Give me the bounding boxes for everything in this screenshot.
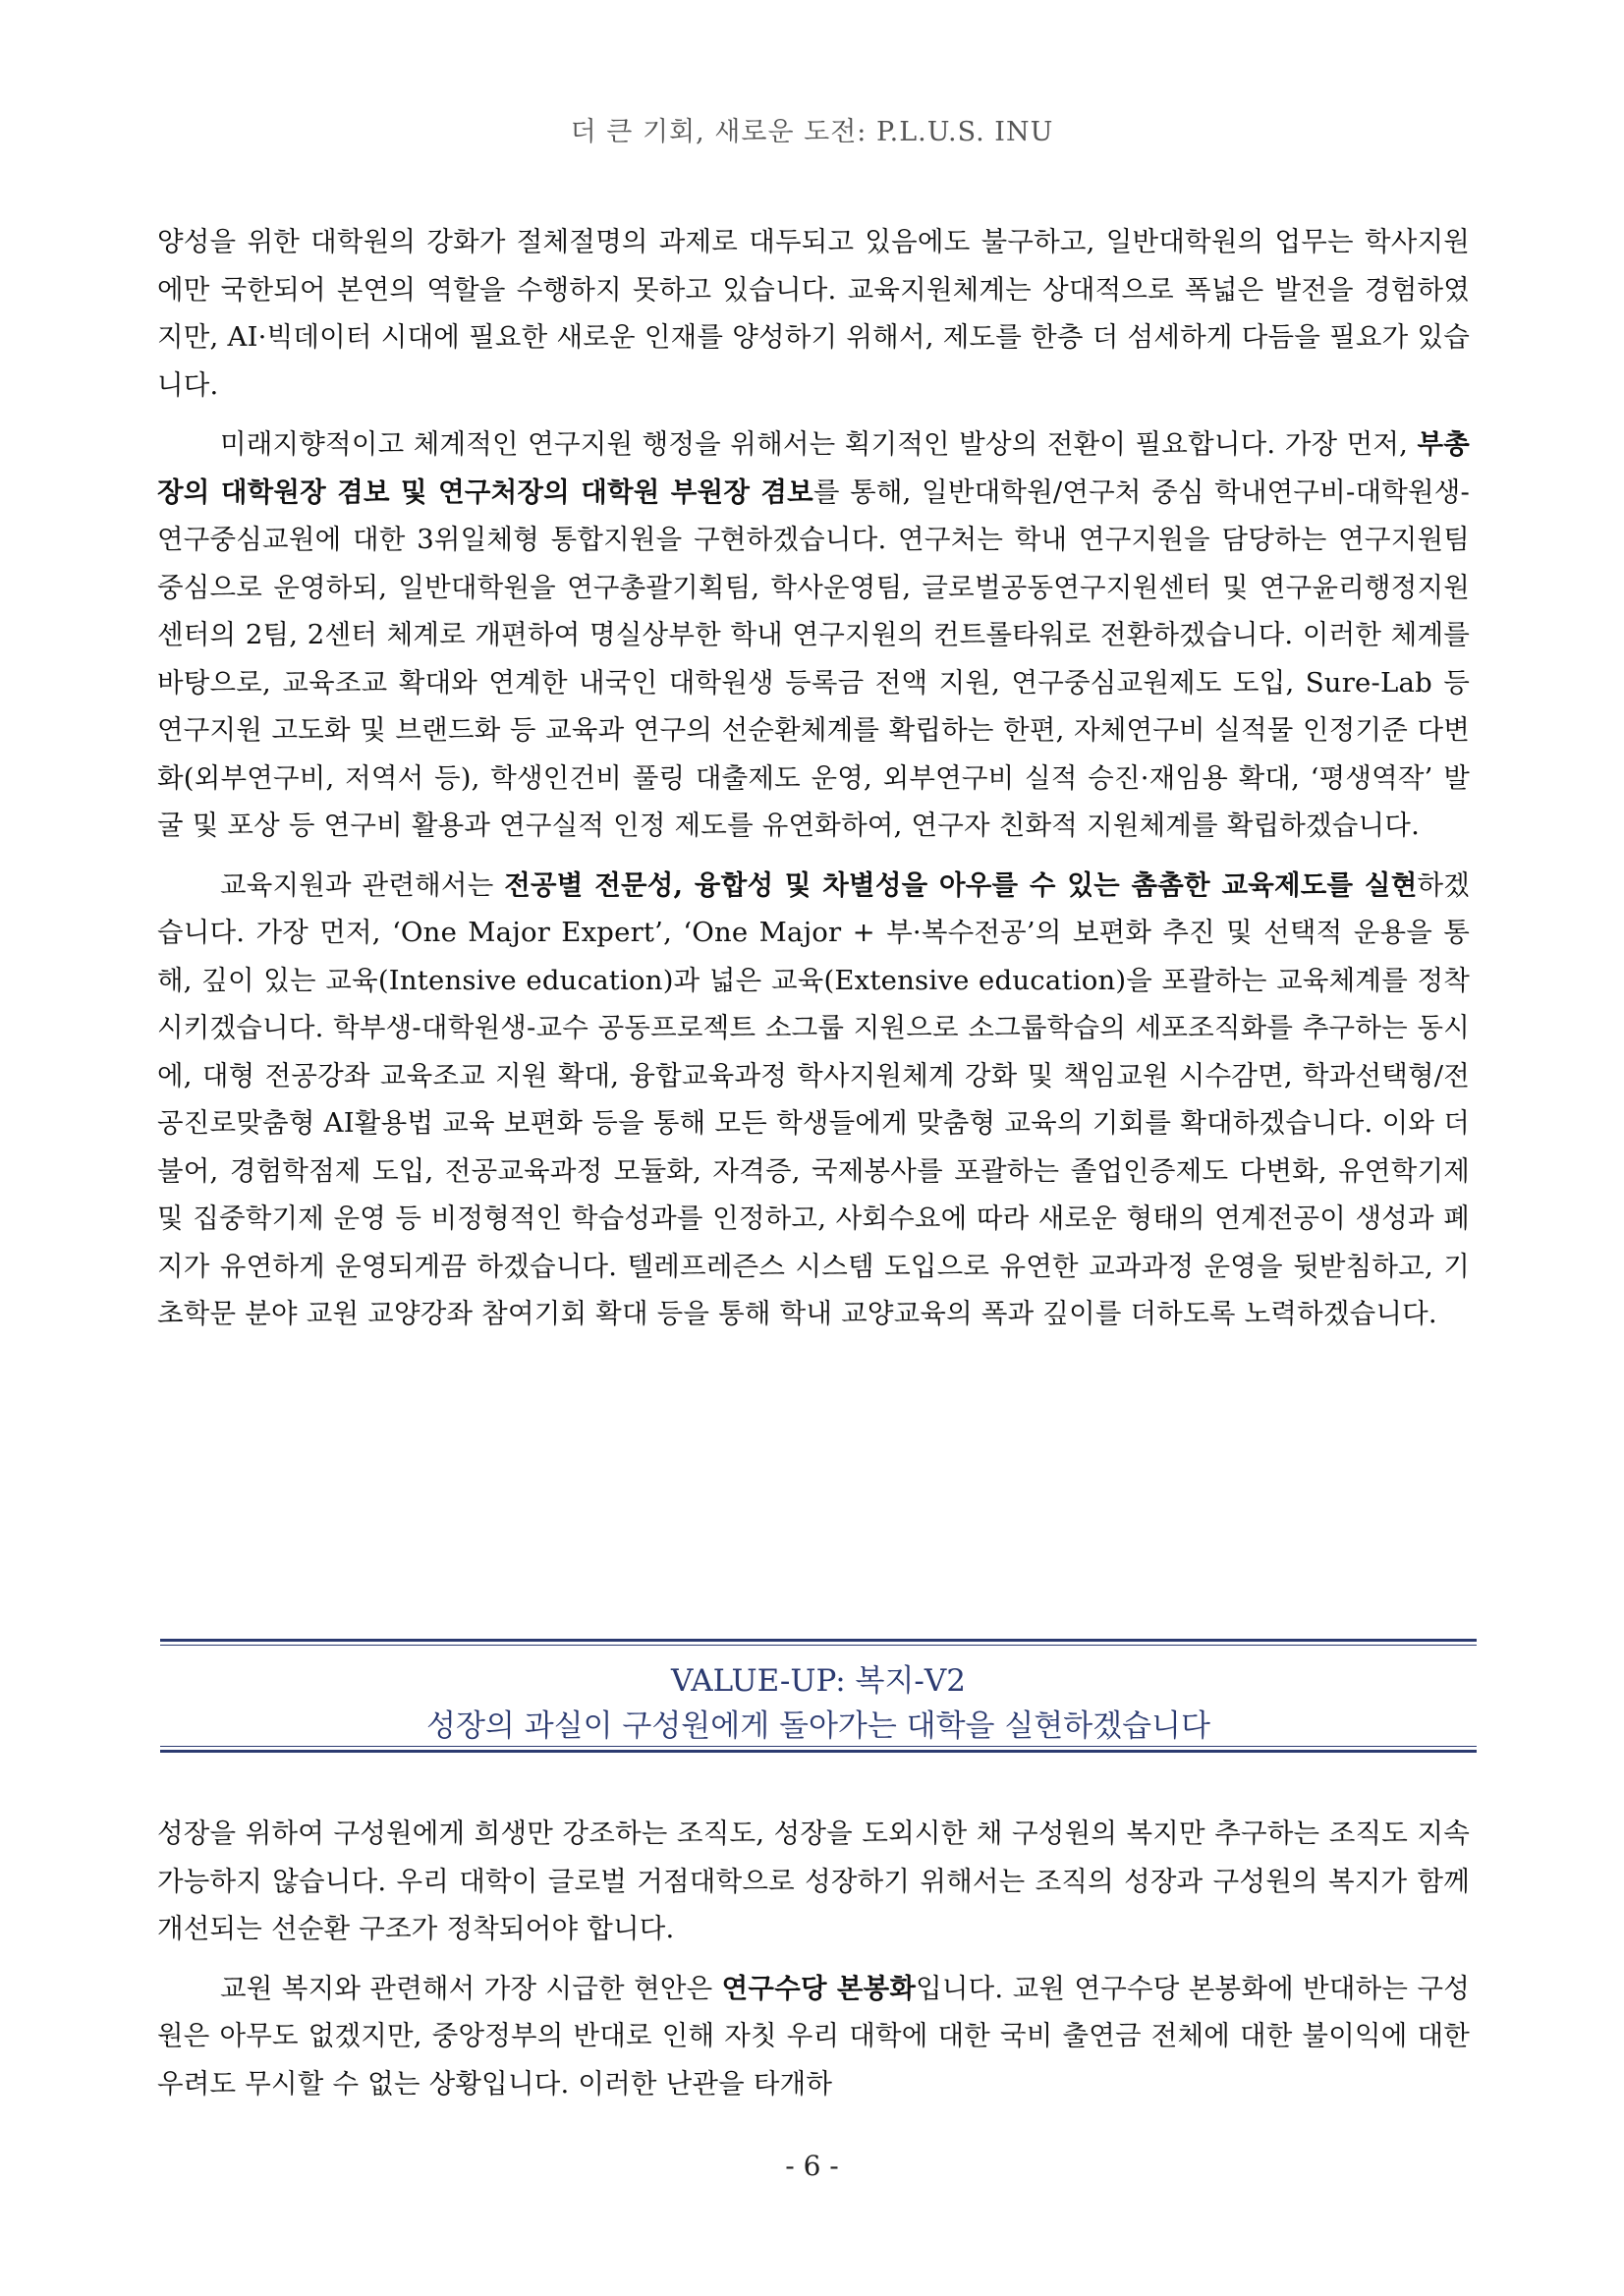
paragraph-text: 교육지원과 관련해서는 bbox=[220, 868, 505, 901]
paragraph-text: 양성을 위한 대학원의 강화가 절체절명의 과제로 대두되고 있음에도 불구하고, 일반대학원의 업무는 학사지원에만 국한되어 본연의 역할을 수행하지 못하고 있습니다. 교육지원체계는 상대적으로 폭넓은 발전을 경험하였지만, AI·빅데이터 시대에 필요한 새로운 인재를 양성하기 위해서, 제도를 한층 더 섬세하게 다듬을 필요가 있습니다. bbox=[157, 226, 1470, 401]
emphasis-text: 연구수당 본봉화 bbox=[721, 1972, 917, 2004]
section-heading-box bbox=[160, 1639, 1477, 1753]
paragraph-text: 미래지향적이고 체계적인 연구지원 행정을 위해서는 획기적인 발상의 전환이 필요합니다. 가장 먼저, bbox=[220, 428, 1418, 460]
paragraph-text: 하겠습니다. 가장 먼저, ‘One Major Expert’, ‘One Major + 부·복수전공’의 보편화 추진 및 선택적 운용을 통해, 깊이 있는 교육(Intensive education)과 넓은 교육(Extensive education)을 포괄하는 교육체계를 정착시키겠습니다. 학부생-대학원생-교수 공동프로젝트 소그룹 지원으로 소그룹학습의 세포조직화를 추구하는 동시에, 대형 전공강좌 교육조교 지원 확대, 융합교육과정 학사지원체계 강화 및 책임교원 시수감면, 학과선택형/전공진로맞춤형 AI활용법 교육 보편화 등을 통해 모든 학생들에게 맞춤형 교육의 기회를 확대하겠습니다. 이와 더불어, 경험학점제 도입, 전공교육과정 모듈화, 자격증, 국제봉사를 포괄하는 졸업인증제도 다변화, 유연학기제 및 집중학기제 운영 등 비정형적인 학습성과를 인정하고, 사회수요에 따라 새로운 형태의 연계전공이 생성과 폐지가 유연하게 운영되게끔 하겠습니다. 텔레프레즌스 시스템 도입으로 유연한 교과과정 운영을 뒷받침하고, 기초학문 분야 교원 교양강좌 참여기회 확대 등을 통해 학내 교양교육의 폭과 깊이를 더하도록 노력하겠습니다. bbox=[157, 868, 1470, 1329]
emphasis-text: 전공별 전문성, 융합성 및 차별성을 아우를 수 있는 촘촘한 교육제도를 실현 bbox=[504, 868, 1418, 901]
section-title: 성장의 과실이 구성원에게 돌아가는 대학을 실현하겠습니다 bbox=[426, 1708, 1210, 1744]
body-text-top bbox=[157, 218, 1470, 1350]
paragraph-text: 를 통해, 일반대학원/연구처 중심 학내연구비-대학원생-연구중심교원에 대한 3위일체형 통합지원을 구현하겠습니다. 연구처는 학내 연구지원을 담당하는 연구지원팀 중심으로 운영하되, 일반대학원을 연구총괄기획팀, 학사운영팀, 글로벌공동연구지원센터 및 연구윤리행정지원센터의 2팀, 2센터 체계로 개편하여 명실상부한 학내 연구지원의 컨트롤타워로 전환하겠습니다. 이러한 체계를 바탕으로, 교육조교 확대와 연계한 내국인 대학원생 등록금 전액 지원, 연구중심교원제도 도입, Sure-Lab 등 연구지원 고도화 및 브랜드화 등 교육과 연구의 선순환체계를 확립하는 한편, 자체연구비 실적물 인정기준 다변화(외부연구비, 저역서 등), 학생인건비 풀링 대출제도 운영, 외부연구비 실적 승진·재임용 확대, ‘평생역작’ 발굴 및 포상 등 연구비 활용과 연구실적 인정 제도를 유연화하여, 연구자 친화적 지원체계를 확립하겠습니다. bbox=[157, 476, 1471, 841]
paragraph-text: 성장을 위하여 구성원에게 희생만 강조하는 조직도, 성장을 도외시한 채 구성원의 복지만 추구하는 조직도 지속 가능하지 않습니다. 우리 대학이 글로벌 거점대학으로 성장하기 위해서는 조직의 성장과 구성원의 복지가 함께 개선되는 선순환 구조가 정착되어야 합니다. bbox=[157, 1818, 1470, 1944]
emphasis-text: 부총장의 대학원장 겸보 및 연구처장의 대학원 부원장 겸보 bbox=[157, 428, 1470, 508]
running-header: 더 큰 기회, 새로운 도전: P.L.U.S. INU bbox=[570, 117, 1054, 147]
paragraph bbox=[157, 862, 1470, 1338]
section-label: VALUE-UP: 복지-V2 bbox=[670, 1663, 967, 1699]
paragraph bbox=[157, 1965, 1470, 2108]
body-text-bottom bbox=[157, 1810, 1470, 2119]
paragraph bbox=[157, 1810, 1470, 1953]
paragraph-text: 교원 복지와 관련해서 가장 시급한 현안은 bbox=[220, 1972, 722, 2004]
paragraph-text: 입니다. 교원 연구수당 본봉화에 반대하는 구성원은 아무도 없겠지만, 중앙정부의 반대로 인해 자칫 우리 대학에 대한 국비 출연금 전체에 대한 불이익에 대한 우려도 무시할 수 없는 상황입니다. 이러한 난관을 타개하 bbox=[157, 1972, 1470, 2100]
paragraph bbox=[157, 218, 1470, 409]
paragraph bbox=[157, 420, 1470, 850]
page-number: - 6 - bbox=[785, 2150, 839, 2182]
